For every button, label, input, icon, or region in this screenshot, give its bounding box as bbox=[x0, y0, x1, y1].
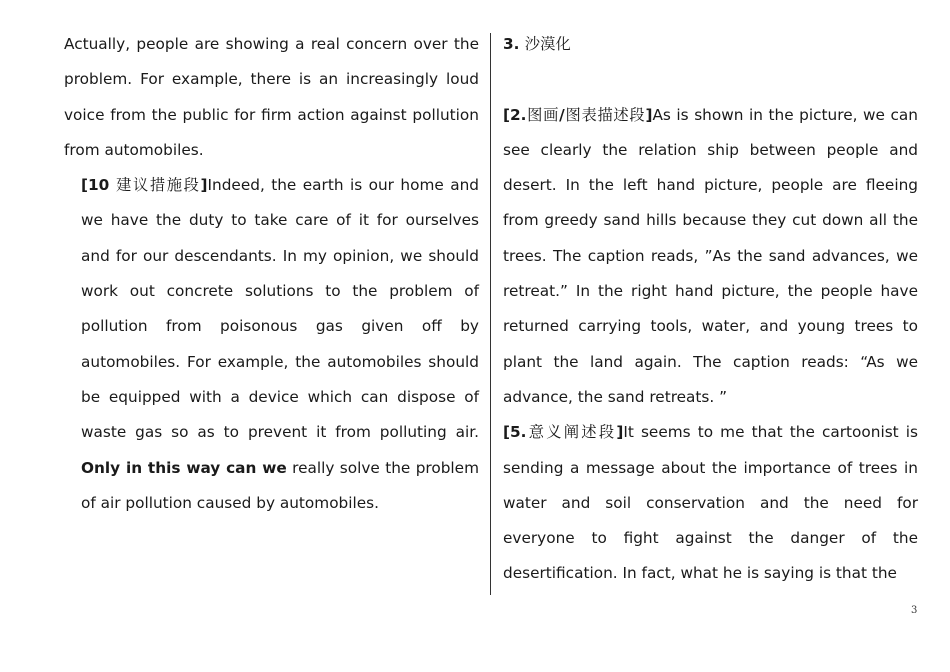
section-tag-suggestions: [10 建议措施段] bbox=[81, 176, 208, 195]
emphasis-text: Only in this way can we bbox=[81, 458, 287, 477]
paragraph-suggestions: [10 建议措施段]Indeed, the earth is our home and we have the duty to take care of it for ourselves and for our descendants. In my opinion, we should work out concrete solutions to the problem of pollution from poisonous gas given off by automobiles. For example, the automobiles should be equipped with a device which can dispose of waste gas so as to prevent it from polluting air. Only in this way can we really solve the problem of air pollution caused by automobiles. bbox=[81, 176, 479, 512]
section-tag-significance: [5.意义阐述段] bbox=[503, 423, 624, 442]
column-divider bbox=[490, 33, 491, 595]
paragraph-pollution-concern: Actually, people are showing a real concern over the problem. For example, there is an increasingly loud voice from the public for firm action against pollution from automobiles. bbox=[64, 35, 479, 159]
paragraph-picture-description: [2.图画/图表描述段]As is shown in the picture, we can see clearly the relation ship between people and desert. In the left hand picture, people are fleeing from greedy sand hills because they cut down all the trees. The caption reads, ”As the sand advances, we retreat.” In the right hand picture, the people have returned carrying tools, water, and young trees to plant the land again. The caption reads: “As we advance, the sand retreats. ” bbox=[503, 105, 918, 406]
section-tag-picture: [2.图画/图表描述段] bbox=[503, 105, 653, 124]
right-column bbox=[503, 27, 918, 592]
left-column bbox=[64, 27, 479, 521]
section-heading: 3. 沙漠化 bbox=[503, 35, 571, 53]
page-number: 3 bbox=[911, 605, 918, 616]
paragraph-significance: [5.意义阐述段]It seems to me that the cartoonist is sending a message about the importance of trees in water and soil conservation and the need for everyone to fight against the danger of the desertification. In fact, what he is saying is that the bbox=[503, 423, 918, 583]
